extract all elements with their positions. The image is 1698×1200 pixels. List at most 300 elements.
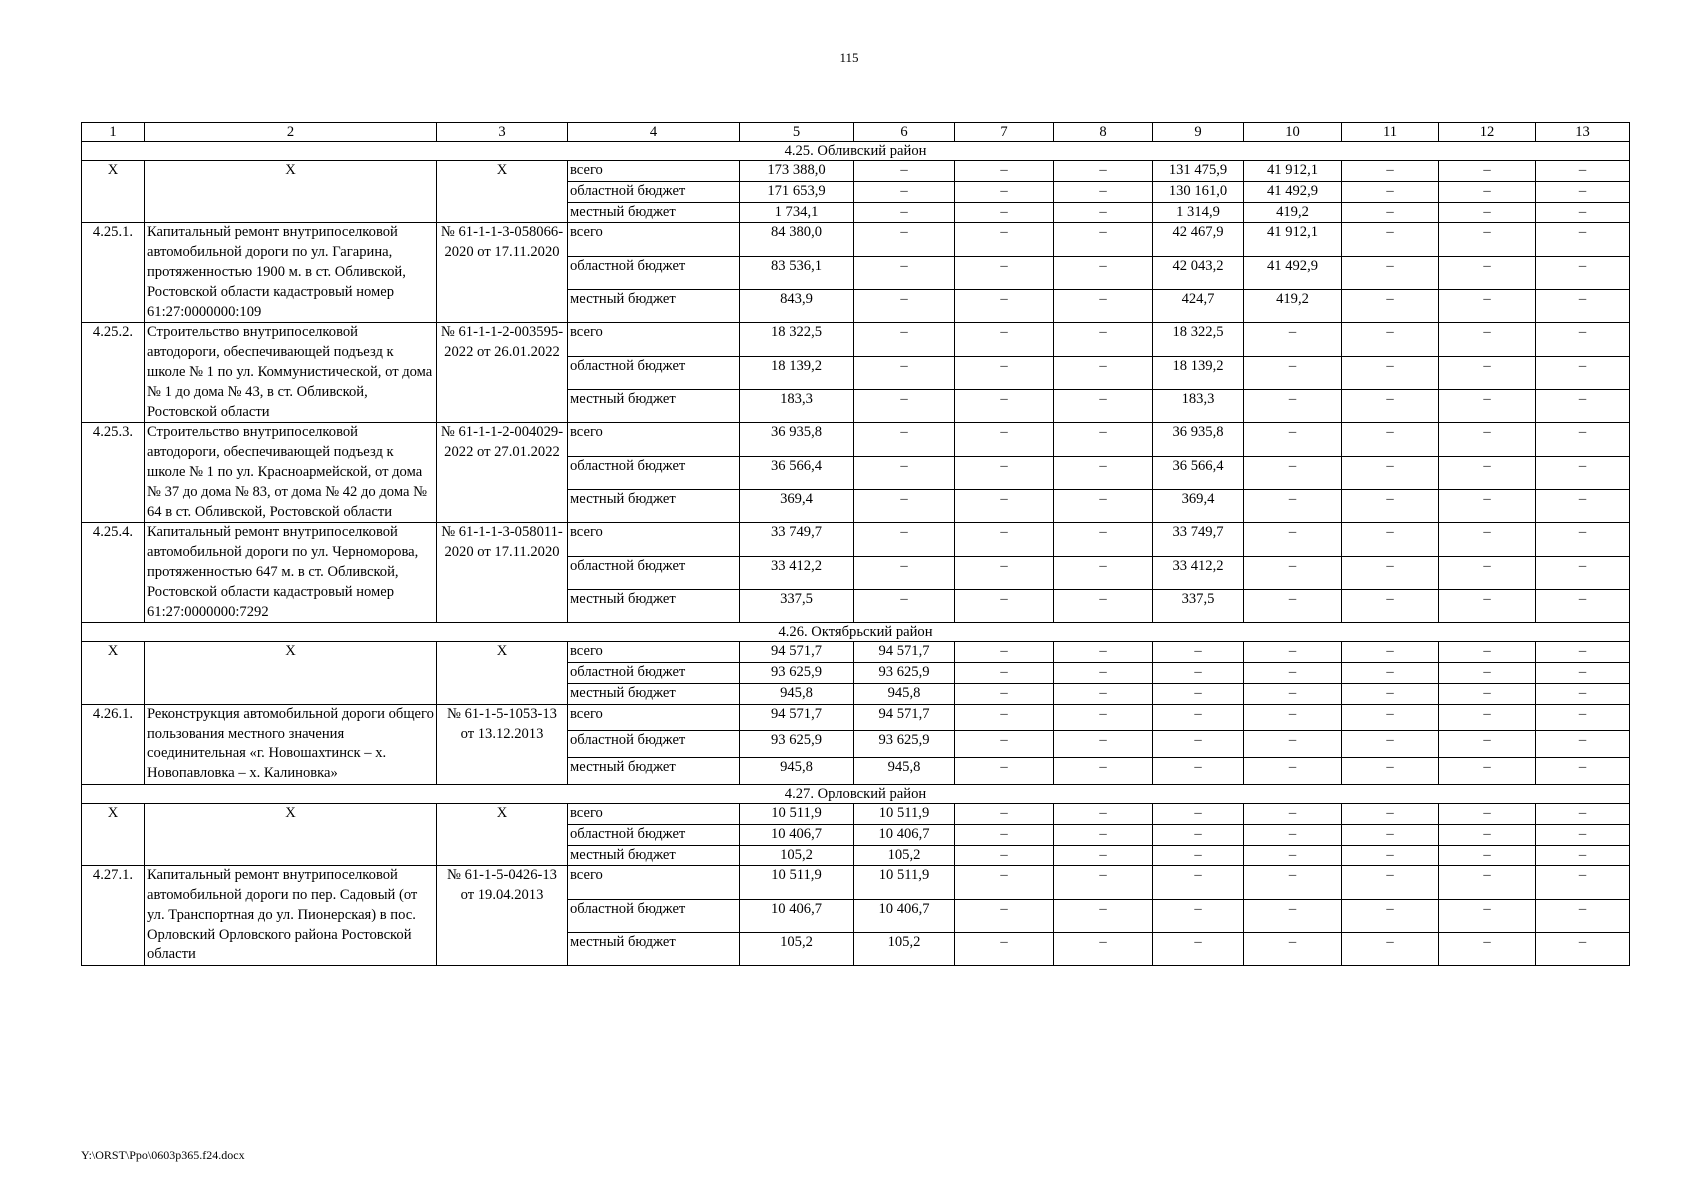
amount-cell: – bbox=[854, 323, 955, 356]
amount-cell: – bbox=[1536, 202, 1630, 223]
amount-cell: – bbox=[1244, 556, 1342, 589]
amount-cell: – bbox=[1536, 731, 1630, 758]
amount-cell: 36 566,4 bbox=[1153, 456, 1244, 489]
amount-cell: – bbox=[1342, 824, 1439, 845]
section-title: 4.27. Орловский район bbox=[82, 784, 1630, 803]
amount-cell: – bbox=[1342, 663, 1439, 684]
amount-cell: – bbox=[1153, 824, 1244, 845]
amount-cell: – bbox=[1054, 932, 1153, 965]
amount-cell: – bbox=[1439, 161, 1536, 182]
amount-cell: – bbox=[1536, 845, 1630, 866]
column-header: 2 bbox=[145, 123, 437, 142]
funding-source: местный бюджет bbox=[568, 390, 740, 423]
item-number: 4.25.1. bbox=[82, 223, 145, 323]
amount-cell: – bbox=[854, 181, 955, 202]
amount-cell: – bbox=[1342, 590, 1439, 623]
amount-cell: 10 511,9 bbox=[740, 866, 854, 899]
amount-cell: 18 139,2 bbox=[1153, 356, 1244, 389]
amount-cell: – bbox=[854, 423, 955, 456]
amount-cell: – bbox=[1244, 590, 1342, 623]
amount-cell: – bbox=[1054, 845, 1153, 866]
amount-cell: 10 406,7 bbox=[740, 899, 854, 932]
amount-cell: – bbox=[1153, 642, 1244, 663]
amount-cell: – bbox=[1439, 523, 1536, 556]
amount-cell: – bbox=[1342, 932, 1439, 965]
amount-cell: – bbox=[1439, 731, 1536, 758]
amount-cell: 843,9 bbox=[740, 290, 854, 323]
amount-cell: – bbox=[854, 161, 955, 182]
amount-cell: – bbox=[1342, 683, 1439, 704]
item-document: Х bbox=[437, 642, 568, 704]
amount-cell: – bbox=[1342, 845, 1439, 866]
amount-cell: 18 322,5 bbox=[1153, 323, 1244, 356]
amount-cell: 94 571,7 bbox=[740, 704, 854, 731]
amount-cell: – bbox=[1153, 758, 1244, 785]
amount-cell: – bbox=[1054, 490, 1153, 523]
amount-cell: – bbox=[1054, 642, 1153, 663]
amount-cell: – bbox=[1244, 824, 1342, 845]
section-title: 4.26. Октябрьский район bbox=[82, 623, 1630, 642]
amount-cell: – bbox=[1536, 256, 1630, 289]
amount-cell: 36 566,4 bbox=[740, 456, 854, 489]
funding-source: областной бюджет bbox=[568, 181, 740, 202]
amount-cell: 1 314,9 bbox=[1153, 202, 1244, 223]
amount-cell: – bbox=[854, 590, 955, 623]
amount-cell: – bbox=[1439, 202, 1536, 223]
item-description: Капитальный ремонт внутрипоселковой автомобильной дороги по пер. Садовый (от ул. Транспортная до ул. Пионерская) в пос. Орловский Орловского района Ростовской области bbox=[145, 866, 437, 966]
amount-cell: 419,2 bbox=[1244, 202, 1342, 223]
amount-cell: – bbox=[1244, 704, 1342, 731]
amount-cell: – bbox=[1342, 899, 1439, 932]
amount-cell: – bbox=[1342, 181, 1439, 202]
amount-cell: 83 536,1 bbox=[740, 256, 854, 289]
column-header: 8 bbox=[1054, 123, 1153, 142]
amount-cell: – bbox=[1054, 731, 1153, 758]
amount-cell: 93 625,9 bbox=[740, 663, 854, 684]
item-number: 4.27.1. bbox=[82, 866, 145, 966]
amount-cell: 93 625,9 bbox=[854, 731, 955, 758]
page-number: 115 bbox=[839, 50, 859, 65]
amount-cell: 33 412,2 bbox=[740, 556, 854, 589]
amount-cell: – bbox=[1439, 663, 1536, 684]
amount-cell: – bbox=[1536, 456, 1630, 489]
amount-cell: – bbox=[1244, 731, 1342, 758]
column-header: 13 bbox=[1536, 123, 1630, 142]
funding-source: областной бюджет bbox=[568, 731, 740, 758]
table-row bbox=[82, 161, 1630, 182]
amount-cell: – bbox=[1342, 161, 1439, 182]
funding-source: областной бюджет bbox=[568, 256, 740, 289]
amount-cell: 42 043,2 bbox=[1153, 256, 1244, 289]
column-header: 1 bbox=[82, 123, 145, 142]
amount-cell: – bbox=[854, 356, 955, 389]
amount-cell: – bbox=[1439, 256, 1536, 289]
amount-cell: – bbox=[1244, 423, 1342, 456]
amount-cell: 945,8 bbox=[854, 683, 955, 704]
table-row bbox=[82, 803, 1630, 824]
amount-cell: – bbox=[1536, 490, 1630, 523]
amount-cell: – bbox=[955, 663, 1054, 684]
amount-cell: – bbox=[955, 323, 1054, 356]
amount-cell: 94 571,7 bbox=[854, 642, 955, 663]
amount-cell: – bbox=[1536, 866, 1630, 899]
funding-source: областной бюджет bbox=[568, 899, 740, 932]
amount-cell: – bbox=[1536, 323, 1630, 356]
amount-cell: – bbox=[1244, 663, 1342, 684]
amount-cell: – bbox=[955, 256, 1054, 289]
amount-cell: 10 511,9 bbox=[854, 803, 955, 824]
amount-cell: – bbox=[1054, 663, 1153, 684]
amount-cell: – bbox=[854, 523, 955, 556]
amount-cell: – bbox=[1054, 161, 1153, 182]
amount-cell: 1 734,1 bbox=[740, 202, 854, 223]
amount-cell: – bbox=[1342, 290, 1439, 323]
amount-cell: – bbox=[1153, 704, 1244, 731]
amount-cell: – bbox=[1054, 202, 1153, 223]
amount-cell: – bbox=[955, 223, 1054, 256]
amount-cell: – bbox=[1439, 866, 1536, 899]
item-description: Строительство внутрипоселковой автодороги, обеспечивающей подъезд к школе № 1 по ул. Красноармейской, от дома № 37 до дома № 83, от дома № 42 до дома № 64 в ст. Обливской, Ростовской области bbox=[145, 423, 437, 523]
amount-cell: – bbox=[1342, 731, 1439, 758]
item-number: 4.25.4. bbox=[82, 523, 145, 623]
amount-cell: 369,4 bbox=[740, 490, 854, 523]
item-description: Капитальный ремонт внутрипоселковой автомобильной дороги по ул. Черноморова, протяженностью 647 м. в ст. Обливской, Ростовской области кадастровый номер 61:27:0000000:7292 bbox=[145, 523, 437, 623]
amount-cell: 130 161,0 bbox=[1153, 181, 1244, 202]
amount-cell: – bbox=[1054, 356, 1153, 389]
amount-cell: – bbox=[1244, 523, 1342, 556]
amount-cell: – bbox=[1054, 456, 1153, 489]
amount-cell: – bbox=[1054, 323, 1153, 356]
amount-cell: 33 412,2 bbox=[1153, 556, 1244, 589]
funding-source: местный бюджет bbox=[568, 845, 740, 866]
amount-cell: 183,3 bbox=[1153, 390, 1244, 423]
amount-cell: – bbox=[1439, 556, 1536, 589]
amount-cell: – bbox=[854, 556, 955, 589]
amount-cell: – bbox=[955, 803, 1054, 824]
amount-cell: – bbox=[1342, 223, 1439, 256]
amount-cell: 105,2 bbox=[854, 845, 955, 866]
column-header: 9 bbox=[1153, 123, 1244, 142]
amount-cell: – bbox=[1153, 683, 1244, 704]
table-row bbox=[82, 323, 1630, 356]
amount-cell: – bbox=[1054, 390, 1153, 423]
amount-cell: 94 571,7 bbox=[740, 642, 854, 663]
amount-cell: – bbox=[955, 423, 1054, 456]
amount-cell: – bbox=[1536, 899, 1630, 932]
amount-cell: 36 935,8 bbox=[1153, 423, 1244, 456]
amount-cell: 93 625,9 bbox=[740, 731, 854, 758]
amount-cell: – bbox=[1342, 456, 1439, 489]
column-header: 6 bbox=[854, 123, 955, 142]
amount-cell: – bbox=[1054, 758, 1153, 785]
amount-cell: – bbox=[1439, 223, 1536, 256]
amount-cell: – bbox=[1439, 899, 1536, 932]
amount-cell: – bbox=[1054, 290, 1153, 323]
table-row bbox=[82, 704, 1630, 731]
amount-cell: 36 935,8 bbox=[740, 423, 854, 456]
item-document: № 61-1-1-3-058066-2020 от 17.11.2020 bbox=[437, 223, 568, 323]
amount-cell: – bbox=[1342, 642, 1439, 663]
section-row bbox=[82, 784, 1630, 803]
funding-source: местный бюджет bbox=[568, 490, 740, 523]
amount-cell: – bbox=[1536, 161, 1630, 182]
column-header: 7 bbox=[955, 123, 1054, 142]
funding-source: всего bbox=[568, 161, 740, 182]
amount-cell: – bbox=[1054, 866, 1153, 899]
amount-cell: – bbox=[1244, 899, 1342, 932]
amount-cell: – bbox=[1439, 932, 1536, 965]
budget-table bbox=[81, 122, 1630, 966]
amount-cell: 183,3 bbox=[740, 390, 854, 423]
amount-cell: 42 467,9 bbox=[1153, 223, 1244, 256]
amount-cell: – bbox=[955, 731, 1054, 758]
amount-cell: 41 492,9 bbox=[1244, 256, 1342, 289]
amount-cell: – bbox=[1244, 758, 1342, 785]
funding-source: всего bbox=[568, 423, 740, 456]
amount-cell: – bbox=[1536, 824, 1630, 845]
amount-cell: 33 749,7 bbox=[740, 523, 854, 556]
amount-cell: 33 749,7 bbox=[1153, 523, 1244, 556]
item-number: 4.25.3. bbox=[82, 423, 145, 523]
amount-cell: – bbox=[1536, 758, 1630, 785]
amount-cell: – bbox=[1439, 290, 1536, 323]
amount-cell: – bbox=[955, 456, 1054, 489]
amount-cell: – bbox=[1153, 932, 1244, 965]
table-row bbox=[82, 223, 1630, 256]
amount-cell: – bbox=[955, 824, 1054, 845]
amount-cell: 945,8 bbox=[740, 683, 854, 704]
amount-cell: – bbox=[1153, 866, 1244, 899]
amount-cell: – bbox=[1439, 423, 1536, 456]
table-row bbox=[82, 523, 1630, 556]
funding-source: местный бюджет bbox=[568, 590, 740, 623]
amount-cell: – bbox=[1536, 356, 1630, 389]
amount-cell: – bbox=[854, 490, 955, 523]
item-description: Строительство внутрипоселковой автодороги, обеспечивающей подъезд к школе № 1 по ул. Коммунистической, от дома № 1 до дома № 43, в ст. Обливской, Ростовской области bbox=[145, 323, 437, 423]
amount-cell: – bbox=[1439, 390, 1536, 423]
amount-cell: – bbox=[1244, 866, 1342, 899]
amount-cell: – bbox=[1153, 803, 1244, 824]
amount-cell: – bbox=[854, 202, 955, 223]
amount-cell: – bbox=[955, 202, 1054, 223]
amount-cell: – bbox=[1439, 704, 1536, 731]
item-number: Х bbox=[82, 642, 145, 704]
amount-cell: – bbox=[1244, 642, 1342, 663]
amount-cell: – bbox=[854, 390, 955, 423]
amount-cell: 10 406,7 bbox=[854, 899, 955, 932]
funding-source: областной бюджет bbox=[568, 356, 740, 389]
amount-cell: – bbox=[955, 704, 1054, 731]
amount-cell: – bbox=[1054, 803, 1153, 824]
amount-cell: 94 571,7 bbox=[854, 704, 955, 731]
amount-cell: – bbox=[1342, 803, 1439, 824]
amount-cell: – bbox=[1439, 758, 1536, 785]
funding-source: всего bbox=[568, 323, 740, 356]
section-row bbox=[82, 623, 1630, 642]
amount-cell: 84 380,0 bbox=[740, 223, 854, 256]
amount-cell: – bbox=[1054, 523, 1153, 556]
amount-cell: – bbox=[1244, 390, 1342, 423]
column-header: 11 bbox=[1342, 123, 1439, 142]
amount-cell: 93 625,9 bbox=[854, 663, 955, 684]
amount-cell: – bbox=[1342, 202, 1439, 223]
amount-cell: – bbox=[1342, 323, 1439, 356]
amount-cell: 173 388,0 bbox=[740, 161, 854, 182]
amount-cell: 419,2 bbox=[1244, 290, 1342, 323]
item-document: № 61-1-1-2-004029-2022 от 27.01.2022 bbox=[437, 423, 568, 523]
amount-cell: – bbox=[955, 523, 1054, 556]
funding-source: местный бюджет bbox=[568, 932, 740, 965]
amount-cell: 10 406,7 bbox=[854, 824, 955, 845]
funding-source: областной бюджет bbox=[568, 663, 740, 684]
item-number: 4.25.2. bbox=[82, 323, 145, 423]
amount-cell: – bbox=[1536, 590, 1630, 623]
amount-cell: – bbox=[1536, 290, 1630, 323]
amount-cell: – bbox=[1244, 803, 1342, 824]
amount-cell: – bbox=[1054, 256, 1153, 289]
amount-cell: – bbox=[1054, 556, 1153, 589]
amount-cell: – bbox=[955, 866, 1054, 899]
amount-cell: – bbox=[1342, 423, 1439, 456]
amount-cell: – bbox=[955, 390, 1054, 423]
amount-cell: – bbox=[1536, 932, 1630, 965]
amount-cell: – bbox=[955, 490, 1054, 523]
amount-cell: – bbox=[955, 356, 1054, 389]
amount-cell: – bbox=[1536, 223, 1630, 256]
amount-cell: – bbox=[1536, 642, 1630, 663]
funding-source: областной бюджет bbox=[568, 556, 740, 589]
amount-cell: – bbox=[1439, 590, 1536, 623]
amount-cell: – bbox=[1153, 899, 1244, 932]
amount-cell: – bbox=[1536, 556, 1630, 589]
funding-source: местный бюджет bbox=[568, 290, 740, 323]
amount-cell: – bbox=[955, 590, 1054, 623]
amount-cell: 105,2 bbox=[740, 932, 854, 965]
funding-source: всего bbox=[568, 803, 740, 824]
amount-cell: – bbox=[955, 556, 1054, 589]
funding-source: всего bbox=[568, 523, 740, 556]
amount-cell: – bbox=[1342, 390, 1439, 423]
item-document: № 61-1-5-1053-13 от 13.12.2013 bbox=[437, 704, 568, 784]
amount-cell: – bbox=[955, 683, 1054, 704]
amount-cell: – bbox=[1054, 590, 1153, 623]
amount-cell: – bbox=[1536, 523, 1630, 556]
amount-cell: – bbox=[1536, 803, 1630, 824]
amount-cell: – bbox=[1054, 181, 1153, 202]
funding-source: местный бюджет bbox=[568, 683, 740, 704]
item-document: Х bbox=[437, 803, 568, 865]
amount-cell: – bbox=[1244, 356, 1342, 389]
amount-cell: – bbox=[955, 161, 1054, 182]
column-header: 10 bbox=[1244, 123, 1342, 142]
item-number: Х bbox=[82, 803, 145, 865]
amount-cell: – bbox=[1536, 423, 1630, 456]
funding-source: всего bbox=[568, 866, 740, 899]
amount-cell: – bbox=[1342, 704, 1439, 731]
amount-cell: – bbox=[1536, 704, 1630, 731]
amount-cell: – bbox=[854, 256, 955, 289]
item-document: № 61-1-1-2-003595-2022 от 26.01.2022 bbox=[437, 323, 568, 423]
amount-cell: 945,8 bbox=[740, 758, 854, 785]
section-title: 4.25. Обливский район bbox=[82, 142, 1630, 161]
amount-cell: – bbox=[854, 223, 955, 256]
amount-cell: 945,8 bbox=[854, 758, 955, 785]
amount-cell: – bbox=[1054, 223, 1153, 256]
amount-cell: – bbox=[1244, 683, 1342, 704]
amount-cell: – bbox=[1439, 683, 1536, 704]
table-row bbox=[82, 642, 1630, 663]
item-number: Х bbox=[82, 161, 145, 223]
amount-cell: – bbox=[1342, 758, 1439, 785]
item-description: Реконструкция автомобильной дороги общего пользования местного значения соединительная «г. Новошахтинск – х. Новопавловка – х. Калиновка» bbox=[145, 704, 437, 784]
amount-cell: 424,7 bbox=[1153, 290, 1244, 323]
amount-cell: – bbox=[955, 758, 1054, 785]
amount-cell: – bbox=[1439, 824, 1536, 845]
item-number: 4.26.1. bbox=[82, 704, 145, 784]
amount-cell: 10 511,9 bbox=[854, 866, 955, 899]
amount-cell: – bbox=[1439, 803, 1536, 824]
amount-cell: – bbox=[1244, 845, 1342, 866]
item-description: Х bbox=[145, 161, 437, 223]
amount-cell: 41 912,1 bbox=[1244, 161, 1342, 182]
amount-cell: – bbox=[1054, 683, 1153, 704]
funding-source: местный бюджет bbox=[568, 202, 740, 223]
amount-cell: – bbox=[1153, 663, 1244, 684]
amount-cell: – bbox=[1439, 490, 1536, 523]
amount-cell: – bbox=[1439, 845, 1536, 866]
amount-cell: 337,5 bbox=[1153, 590, 1244, 623]
amount-cell: 337,5 bbox=[740, 590, 854, 623]
amount-cell: – bbox=[1244, 323, 1342, 356]
column-header: 3 bbox=[437, 123, 568, 142]
amount-cell: – bbox=[1342, 556, 1439, 589]
amount-cell: 18 322,5 bbox=[740, 323, 854, 356]
amount-cell: – bbox=[955, 845, 1054, 866]
item-document: № 61-1-1-3-058011-2020 от 17.11.2020 bbox=[437, 523, 568, 623]
amount-cell: – bbox=[955, 181, 1054, 202]
footer-file-path: Y:\ORST\Ppo\0603p365.f24.docx bbox=[81, 1148, 245, 1162]
amount-cell: – bbox=[1342, 866, 1439, 899]
amount-cell: – bbox=[1439, 181, 1536, 202]
amount-cell: 10 406,7 bbox=[740, 824, 854, 845]
item-description: Х bbox=[145, 803, 437, 865]
amount-cell: – bbox=[854, 456, 955, 489]
amount-cell: – bbox=[955, 642, 1054, 663]
amount-cell: – bbox=[1153, 731, 1244, 758]
amount-cell: – bbox=[1244, 932, 1342, 965]
header-row bbox=[82, 123, 1630, 142]
amount-cell: – bbox=[1244, 490, 1342, 523]
funding-source: всего bbox=[568, 642, 740, 663]
column-header: 5 bbox=[740, 123, 854, 142]
item-description: Капитальный ремонт внутрипоселковой автомобильной дороги по ул. Гагарина, протяженностью 1900 м. в ст. Обливской, Ростовской области кадастровый номер 61:27:0000000:109 bbox=[145, 223, 437, 323]
amount-cell: – bbox=[1342, 523, 1439, 556]
amount-cell: 41 912,1 bbox=[1244, 223, 1342, 256]
amount-cell: – bbox=[1342, 490, 1439, 523]
amount-cell: – bbox=[955, 290, 1054, 323]
amount-cell: – bbox=[1054, 704, 1153, 731]
amount-cell: – bbox=[1244, 456, 1342, 489]
column-header: 12 bbox=[1439, 123, 1536, 142]
item-description: Х bbox=[145, 642, 437, 704]
amount-cell: – bbox=[1536, 390, 1630, 423]
amount-cell: – bbox=[955, 899, 1054, 932]
amount-cell: – bbox=[1439, 323, 1536, 356]
amount-cell: – bbox=[1439, 642, 1536, 663]
funding-source: областной бюджет bbox=[568, 824, 740, 845]
amount-cell: – bbox=[1536, 683, 1630, 704]
amount-cell: 131 475,9 bbox=[1153, 161, 1244, 182]
